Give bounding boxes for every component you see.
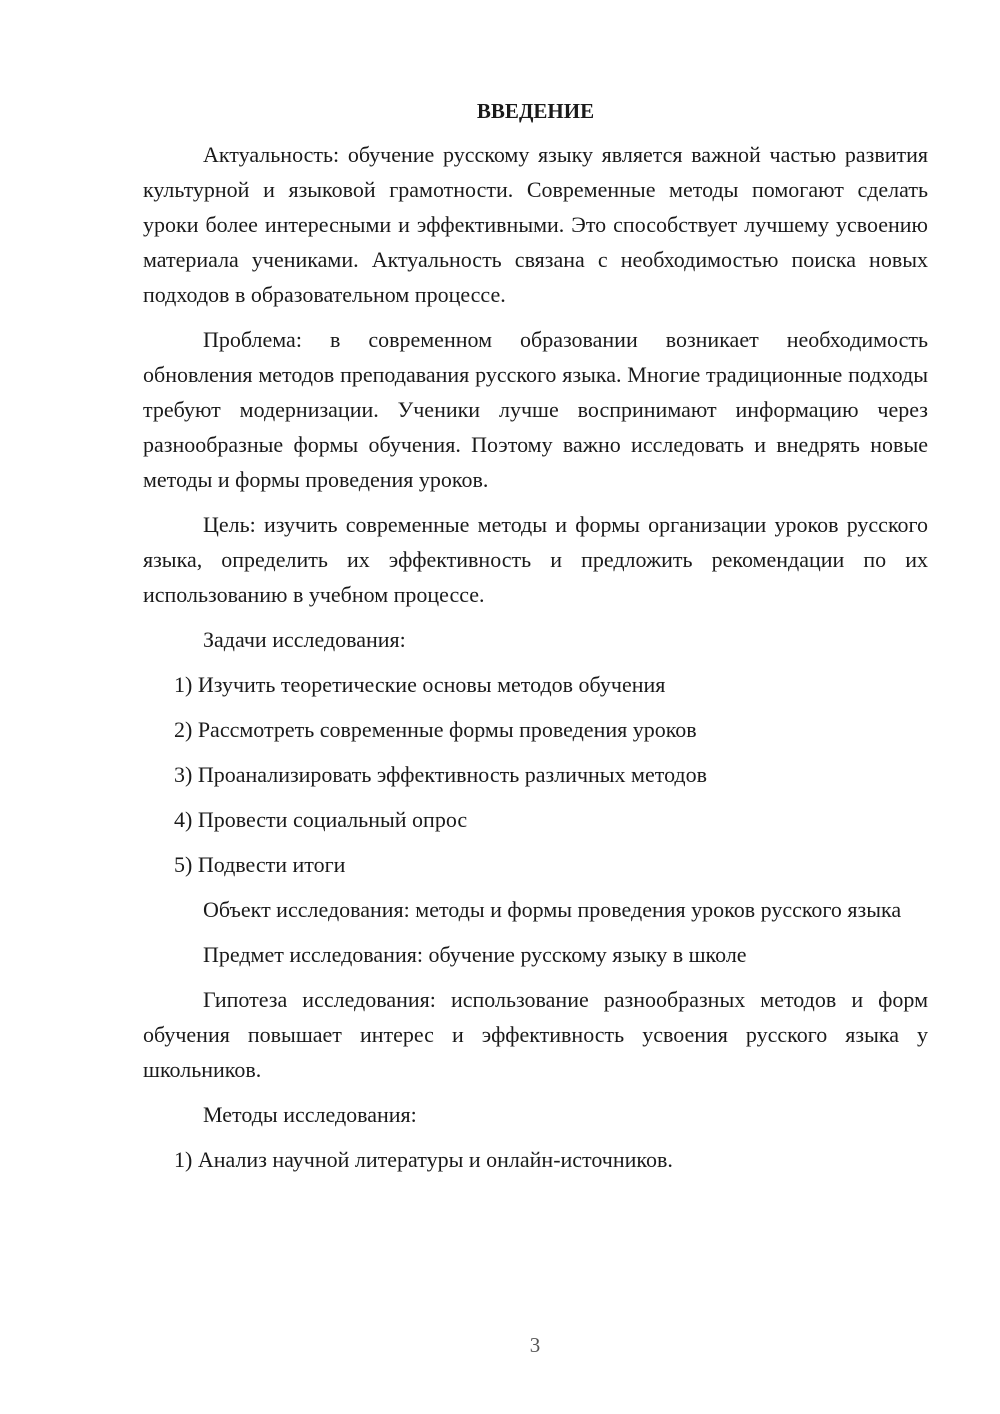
- hypothesis-paragraph: Гипотеза исследования: использование разнообразных методов и форм обучения повышает интерес и эффективность усвоения русского языка у школьников.: [143, 987, 928, 1082]
- list-item: 3) Проанализировать эффективность различных методов: [174, 762, 708, 787]
- problem-paragraph: Проблема: в современном образовании возникает необходимость обновления методов преподавания русского языка. Многие традиционные подходы требуют модернизации. Ученики лучше воспринимают информацию через разнообразные формы обучения. Поэтому важно исследовать и внедрять новые методы и формы проведения уроков.: [143, 327, 928, 492]
- tasks-list: [143, 667, 928, 882]
- methods-list: [143, 1142, 928, 1177]
- tasks-heading: Задачи исследования:: [203, 627, 406, 652]
- list-item: 4) Провести социальный опрос: [174, 807, 468, 832]
- methods-heading: Методы исследования:: [203, 1102, 417, 1127]
- list-item: 1) Изучить теоретические основы методов обучения: [174, 672, 666, 697]
- list-item: 5) Подвести итоги: [174, 852, 346, 877]
- relevance-paragraph: Актуальность: обучение русскому языку является важной частью развития культурной и языковой грамотности. Современные методы помогают сделать уроки более интересными и эффективными. Это способствует лучшему усвоению материала учениками. Актуальность связана с необходимостью поиска новых подходов в образовательном процессе.: [143, 142, 928, 307]
- goal-paragraph: Цель: изучить современные методы и формы организации уроков русского языка, определить их эффективность и предложить рекомендации по их использованию в учебном процессе.: [143, 512, 928, 607]
- document-page: [143, 95, 928, 1187]
- page-number: 3: [529, 1333, 541, 1357]
- object-paragraph: Объект исследования: методы и формы проведения уроков русского языка: [203, 897, 902, 922]
- subject-paragraph: Предмет исследования: обучение русскому языку в школе: [203, 942, 747, 967]
- page-title: ВВЕДЕНИЕ: [476, 99, 595, 123]
- list-item: 1) Анализ научной литературы и онлайн-источников.: [174, 1147, 673, 1172]
- list-item: 2) Рассмотреть современные формы проведения уроков: [174, 717, 697, 742]
